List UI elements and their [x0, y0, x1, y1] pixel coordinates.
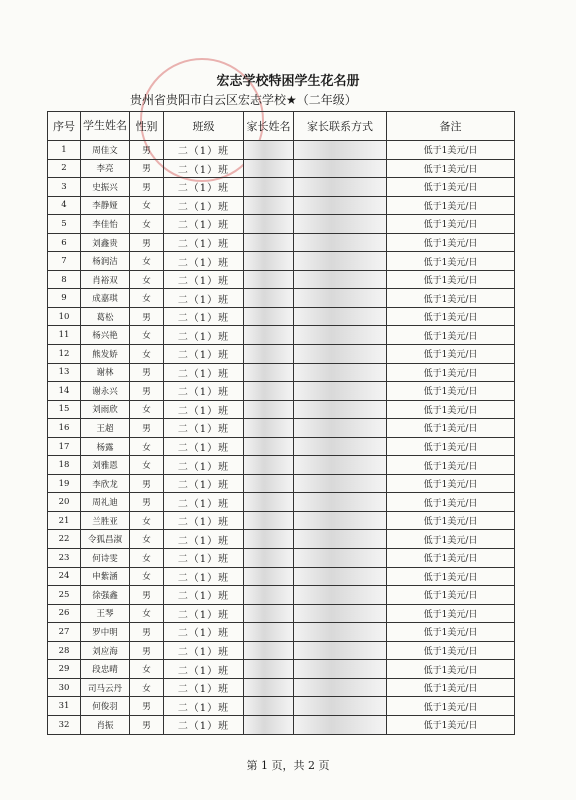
parent-contact-cell — [294, 567, 387, 586]
gender-cell: 女 — [130, 289, 164, 308]
parent-contact-cell — [294, 326, 387, 345]
table-row — [48, 270, 515, 289]
parent-name-cell — [244, 456, 294, 475]
class-cell: 二（1）班 — [164, 215, 244, 234]
parent-name-cell — [244, 178, 294, 197]
parent-name-cell — [244, 345, 294, 364]
row-no-cell: 25 — [48, 586, 81, 605]
parent-name-cell — [244, 233, 294, 252]
row-no-cell: 31 — [48, 697, 81, 716]
header-parent-name: 家长姓名 — [244, 112, 294, 141]
gender-cell: 女 — [130, 660, 164, 679]
note-cell: 低于1美元/日 — [387, 141, 515, 160]
note-cell: 低于1美元/日 — [387, 382, 515, 401]
row-no-cell: 4 — [48, 196, 81, 215]
parent-name-cell — [244, 660, 294, 679]
table-row — [48, 345, 515, 364]
student-name-cell: 段忠晴 — [81, 660, 130, 679]
parent-contact-cell — [294, 400, 387, 419]
header-class: 班级 — [164, 112, 244, 141]
parent-contact-cell — [294, 307, 387, 326]
header-note: 备注 — [387, 112, 515, 141]
note-cell: 低于1美元/日 — [387, 567, 515, 586]
gender-cell: 男 — [130, 474, 164, 493]
class-cell: 二（1）班 — [164, 307, 244, 326]
gender-cell: 男 — [130, 233, 164, 252]
note-cell: 低于1美元/日 — [387, 307, 515, 326]
table-row — [48, 159, 515, 178]
table-row — [48, 289, 515, 308]
student-name-cell: 罗中明 — [81, 623, 130, 642]
note-cell: 低于1美元/日 — [387, 270, 515, 289]
table-row — [48, 419, 515, 438]
table-row — [48, 400, 515, 419]
table-row — [48, 549, 515, 568]
row-no-cell: 29 — [48, 660, 81, 679]
table-row — [48, 178, 515, 197]
row-no-cell: 14 — [48, 382, 81, 401]
class-cell: 二（1）班 — [164, 252, 244, 271]
table-row — [48, 307, 515, 326]
student-name-cell: 王琴 — [81, 604, 130, 623]
student-name-cell: 徐强鑫 — [81, 586, 130, 605]
gender-cell: 女 — [130, 400, 164, 419]
student-name-cell: 李欣龙 — [81, 474, 130, 493]
parent-name-cell — [244, 400, 294, 419]
student-name-cell: 何诗雯 — [81, 549, 130, 568]
class-cell: 二（1）班 — [164, 363, 244, 382]
class-cell: 二（1）班 — [164, 141, 244, 160]
gender-cell: 男 — [130, 141, 164, 160]
row-no-cell: 20 — [48, 493, 81, 512]
table-row — [48, 641, 515, 660]
parent-contact-cell — [294, 456, 387, 475]
row-no-cell: 16 — [48, 419, 81, 438]
page-footer: 第 1 页，共 2 页 — [246, 759, 330, 772]
student-name-cell: 肖裕双 — [81, 270, 130, 289]
parent-contact-cell — [294, 604, 387, 623]
parent-contact-cell — [294, 697, 387, 716]
note-cell: 低于1美元/日 — [387, 715, 515, 734]
gender-cell: 女 — [130, 530, 164, 549]
student-name-cell: 兰胜亚 — [81, 511, 130, 530]
note-cell: 低于1美元/日 — [387, 604, 515, 623]
note-cell: 低于1美元/日 — [387, 289, 515, 308]
row-no-cell: 22 — [48, 530, 81, 549]
student-name-cell: 史振兴 — [81, 178, 130, 197]
student-name-cell: 杨润洁 — [81, 252, 130, 271]
gender-cell: 男 — [130, 715, 164, 734]
parent-contact-cell — [294, 660, 387, 679]
class-cell: 二（1）班 — [164, 530, 244, 549]
document-subtitle: 贵州省贵阳市白云区宏志学校★（二年级） — [130, 93, 357, 107]
note-cell: 低于1美元/日 — [387, 159, 515, 178]
document-title: 宏志学校特困学生花名册 — [216, 74, 360, 89]
parent-contact-cell — [294, 233, 387, 252]
table-row — [48, 493, 515, 512]
table-row — [48, 141, 515, 160]
class-cell: 二（1）班 — [164, 604, 244, 623]
note-cell: 低于1美元/日 — [387, 215, 515, 234]
parent-name-cell — [244, 567, 294, 586]
gender-cell: 男 — [130, 641, 164, 660]
row-no-cell: 19 — [48, 474, 81, 493]
parent-name-cell — [244, 511, 294, 530]
student-name-cell: 肖振 — [81, 715, 130, 734]
table-row — [48, 715, 515, 734]
header-parent-contact: 家长联系方式 — [294, 112, 387, 141]
table-row — [48, 437, 515, 456]
row-no-cell: 10 — [48, 307, 81, 326]
student-name-cell: 刘雨欣 — [81, 400, 130, 419]
gender-cell: 女 — [130, 678, 164, 697]
student-name-cell: 谢林 — [81, 363, 130, 382]
table-row — [48, 456, 515, 475]
parent-name-cell — [244, 437, 294, 456]
parent-contact-cell — [294, 382, 387, 401]
parent-contact-cell — [294, 345, 387, 364]
gender-cell: 女 — [130, 511, 164, 530]
gender-cell: 男 — [130, 363, 164, 382]
row-no-cell: 12 — [48, 345, 81, 364]
parent-contact-cell — [294, 493, 387, 512]
parent-name-cell — [244, 419, 294, 438]
table-row — [48, 604, 515, 623]
student-name-cell: 司马云丹 — [81, 678, 130, 697]
parent-contact-cell — [294, 715, 387, 734]
row-no-cell: 26 — [48, 604, 81, 623]
gender-cell: 女 — [130, 604, 164, 623]
row-no-cell: 15 — [48, 400, 81, 419]
parent-name-cell — [244, 604, 294, 623]
parent-contact-cell — [294, 215, 387, 234]
class-cell: 二（1）班 — [164, 178, 244, 197]
class-cell: 二（1）班 — [164, 586, 244, 605]
student-name-cell: 李静娅 — [81, 196, 130, 215]
class-cell: 二（1）班 — [164, 419, 244, 438]
parent-name-cell — [244, 474, 294, 493]
parent-name-cell — [244, 382, 294, 401]
table-row — [48, 660, 515, 679]
gender-cell: 男 — [130, 493, 164, 512]
note-cell: 低于1美元/日 — [387, 178, 515, 197]
parent-contact-cell — [294, 586, 387, 605]
class-cell: 二（1）班 — [164, 382, 244, 401]
table-row — [48, 530, 515, 549]
table-row — [48, 511, 515, 530]
note-cell: 低于1美元/日 — [387, 641, 515, 660]
parent-contact-cell — [294, 178, 387, 197]
row-no-cell: 28 — [48, 641, 81, 660]
header-gender: 性别 — [130, 112, 164, 141]
class-cell: 二（1）班 — [164, 678, 244, 697]
parent-contact-cell — [294, 530, 387, 549]
class-cell: 二（1）班 — [164, 326, 244, 345]
parent-name-cell — [244, 141, 294, 160]
class-cell: 二（1）班 — [164, 493, 244, 512]
parent-name-cell — [244, 270, 294, 289]
parent-name-cell — [244, 289, 294, 308]
student-name-cell: 何俊羽 — [81, 697, 130, 716]
note-cell: 低于1美元/日 — [387, 196, 515, 215]
class-cell: 二（1）班 — [164, 660, 244, 679]
row-no-cell: 5 — [48, 215, 81, 234]
gender-cell: 女 — [130, 567, 164, 586]
gender-cell: 女 — [130, 437, 164, 456]
class-cell: 二（1）班 — [164, 196, 244, 215]
parent-contact-cell — [294, 270, 387, 289]
parent-contact-cell — [294, 141, 387, 160]
gender-cell: 男 — [130, 697, 164, 716]
row-no-cell: 18 — [48, 456, 81, 475]
class-cell: 二（1）班 — [164, 289, 244, 308]
parent-contact-cell — [294, 511, 387, 530]
gender-cell: 男 — [130, 159, 164, 178]
parent-contact-cell — [294, 159, 387, 178]
gender-cell: 男 — [130, 623, 164, 642]
row-no-cell: 6 — [48, 233, 81, 252]
class-cell: 二（1）班 — [164, 400, 244, 419]
parent-name-cell — [244, 549, 294, 568]
class-cell: 二（1）班 — [164, 474, 244, 493]
header-student-name: 学生姓名 — [81, 112, 130, 141]
parent-name-cell — [244, 623, 294, 642]
table-row — [48, 697, 515, 716]
table-body — [48, 141, 515, 735]
note-cell: 低于1美元/日 — [387, 623, 515, 642]
gender-cell: 女 — [130, 326, 164, 345]
note-cell: 低于1美元/日 — [387, 678, 515, 697]
note-cell: 低于1美元/日 — [387, 437, 515, 456]
class-cell: 二（1）班 — [164, 549, 244, 568]
parent-contact-cell — [294, 623, 387, 642]
parent-name-cell — [244, 215, 294, 234]
table-row — [48, 252, 515, 271]
class-cell: 二（1）班 — [164, 456, 244, 475]
class-cell: 二（1）班 — [164, 270, 244, 289]
student-name-cell: 令狐昌淑 — [81, 530, 130, 549]
gender-cell: 男 — [130, 586, 164, 605]
header-no: 序号 — [48, 112, 81, 141]
table-row — [48, 474, 515, 493]
parent-name-cell — [244, 641, 294, 660]
row-no-cell: 21 — [48, 511, 81, 530]
note-cell: 低于1美元/日 — [387, 326, 515, 345]
note-cell: 低于1美元/日 — [387, 511, 515, 530]
row-no-cell: 23 — [48, 549, 81, 568]
class-cell: 二（1）班 — [164, 623, 244, 642]
student-name-cell: 葛松 — [81, 307, 130, 326]
note-cell: 低于1美元/日 — [387, 586, 515, 605]
class-cell: 二（1）班 — [164, 345, 244, 364]
table-header-row — [48, 112, 515, 141]
gender-cell: 女 — [130, 215, 164, 234]
note-cell: 低于1美元/日 — [387, 363, 515, 382]
row-no-cell: 24 — [48, 567, 81, 586]
student-name-cell: 杨露 — [81, 437, 130, 456]
parent-name-cell — [244, 678, 294, 697]
row-no-cell: 11 — [48, 326, 81, 345]
parent-name-cell — [244, 586, 294, 605]
note-cell: 低于1美元/日 — [387, 252, 515, 271]
student-name-cell: 申紫涵 — [81, 567, 130, 586]
parent-name-cell — [244, 530, 294, 549]
parent-name-cell — [244, 252, 294, 271]
note-cell: 低于1美元/日 — [387, 419, 515, 438]
class-cell: 二（1）班 — [164, 437, 244, 456]
row-no-cell: 9 — [48, 289, 81, 308]
student-name-cell: 周佳文 — [81, 141, 130, 160]
parent-contact-cell — [294, 549, 387, 568]
class-cell: 二（1）班 — [164, 715, 244, 734]
row-no-cell: 8 — [48, 270, 81, 289]
gender-cell: 女 — [130, 549, 164, 568]
row-no-cell: 1 — [48, 141, 81, 160]
table-row — [48, 382, 515, 401]
parent-contact-cell — [294, 419, 387, 438]
student-name-cell: 周礼迪 — [81, 493, 130, 512]
table-row — [48, 586, 515, 605]
student-name-cell: 王超 — [81, 419, 130, 438]
student-name-cell: 谢永兴 — [81, 382, 130, 401]
row-no-cell: 13 — [48, 363, 81, 382]
parent-contact-cell — [294, 252, 387, 271]
student-name-cell: 刘应海 — [81, 641, 130, 660]
parent-contact-cell — [294, 474, 387, 493]
class-cell: 二（1）班 — [164, 641, 244, 660]
class-cell: 二（1）班 — [164, 233, 244, 252]
note-cell: 低于1美元/日 — [387, 549, 515, 568]
gender-cell: 女 — [130, 345, 164, 364]
table-row — [48, 623, 515, 642]
student-name-cell: 熊发娇 — [81, 345, 130, 364]
student-name-cell: 刘雅恩 — [81, 456, 130, 475]
gender-cell: 男 — [130, 382, 164, 401]
parent-name-cell — [244, 159, 294, 178]
note-cell: 低于1美元/日 — [387, 660, 515, 679]
student-name-cell: 成嘉琪 — [81, 289, 130, 308]
row-no-cell: 17 — [48, 437, 81, 456]
class-cell: 二（1）班 — [164, 567, 244, 586]
note-cell: 低于1美元/日 — [387, 530, 515, 549]
gender-cell: 女 — [130, 456, 164, 475]
gender-cell: 女 — [130, 196, 164, 215]
table-row — [48, 326, 515, 345]
table-row — [48, 196, 515, 215]
student-roster-table — [47, 111, 515, 735]
parent-name-cell — [244, 493, 294, 512]
class-cell: 二（1）班 — [164, 159, 244, 178]
table-row — [48, 215, 515, 234]
note-cell: 低于1美元/日 — [387, 400, 515, 419]
gender-cell: 女 — [130, 270, 164, 289]
class-cell: 二（1）班 — [164, 511, 244, 530]
table-row — [48, 567, 515, 586]
student-name-cell: 杨兴艳 — [81, 326, 130, 345]
table-row — [48, 678, 515, 697]
parent-name-cell — [244, 307, 294, 326]
note-cell: 低于1美元/日 — [387, 474, 515, 493]
student-name-cell: 李佳怡 — [81, 215, 130, 234]
class-cell: 二（1）班 — [164, 697, 244, 716]
gender-cell: 男 — [130, 307, 164, 326]
row-no-cell: 32 — [48, 715, 81, 734]
parent-name-cell — [244, 196, 294, 215]
note-cell: 低于1美元/日 — [387, 456, 515, 475]
row-no-cell: 3 — [48, 178, 81, 197]
note-cell: 低于1美元/日 — [387, 697, 515, 716]
parent-contact-cell — [294, 196, 387, 215]
row-no-cell: 30 — [48, 678, 81, 697]
table-row — [48, 363, 515, 382]
student-name-cell: 李亮 — [81, 159, 130, 178]
note-cell: 低于1美元/日 — [387, 493, 515, 512]
parent-contact-cell — [294, 289, 387, 308]
note-cell: 低于1美元/日 — [387, 233, 515, 252]
gender-cell: 女 — [130, 252, 164, 271]
parent-contact-cell — [294, 678, 387, 697]
gender-cell: 男 — [130, 419, 164, 438]
parent-name-cell — [244, 363, 294, 382]
row-no-cell: 2 — [48, 159, 81, 178]
note-cell: 低于1美元/日 — [387, 345, 515, 364]
parent-name-cell — [244, 697, 294, 716]
gender-cell: 男 — [130, 178, 164, 197]
row-no-cell: 7 — [48, 252, 81, 271]
parent-contact-cell — [294, 437, 387, 456]
parent-name-cell — [244, 715, 294, 734]
parent-name-cell — [244, 326, 294, 345]
parent-contact-cell — [294, 363, 387, 382]
table-row — [48, 233, 515, 252]
row-no-cell: 27 — [48, 623, 81, 642]
parent-contact-cell — [294, 641, 387, 660]
student-name-cell: 刘鑫贵 — [81, 233, 130, 252]
